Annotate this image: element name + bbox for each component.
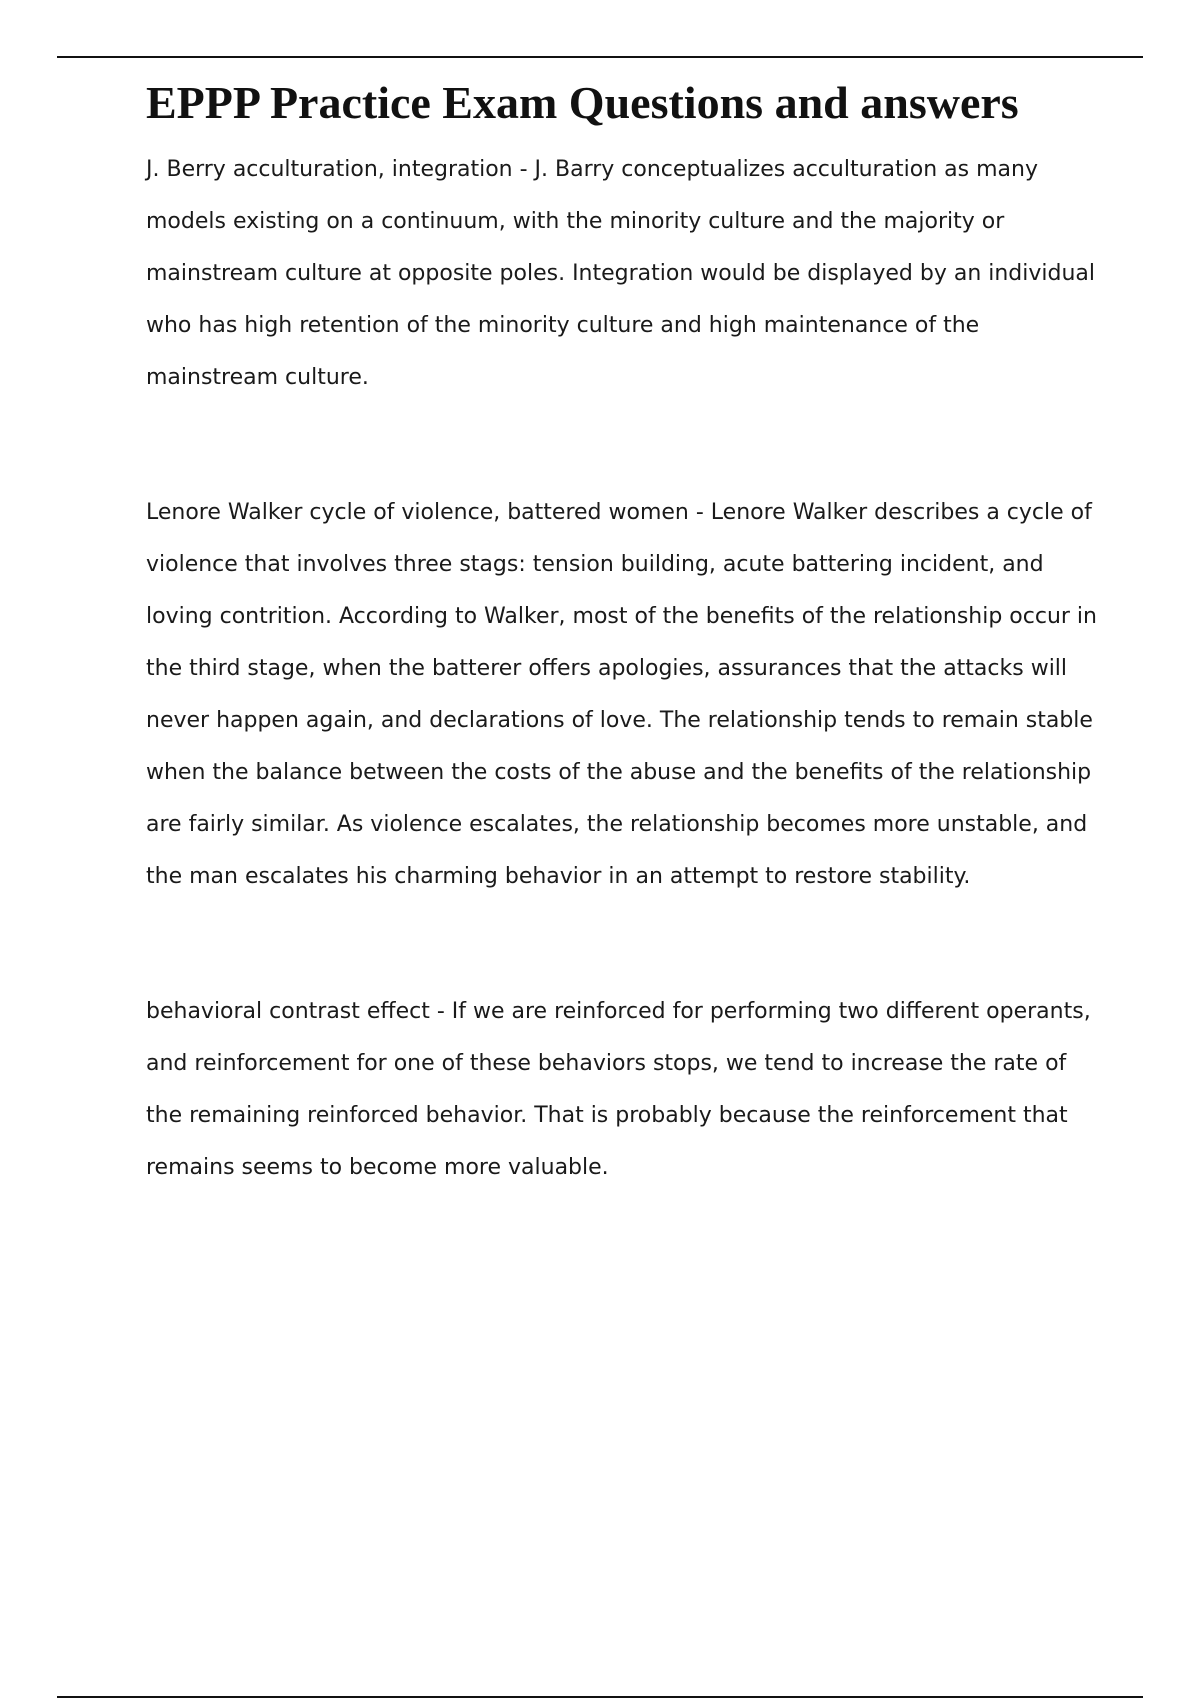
document-title: EPPP Practice Exam Questions and answers bbox=[146, 77, 1019, 128]
page-content bbox=[146, 70, 1106, 1194]
entry-behavioral-contrast: behavioral contrast effect - If we are reinforced for performing two different operants, and reinforcement for one of these behaviors stops, we tend to increase the rate of the remaining reinforced behavior. That is probably because the reinforcement that remains seems to become more valuable. bbox=[146, 999, 1091, 1180]
entry-walker-cycle-of-violence: Lenore Walker cycle of violence, battered women - Lenore Walker describes a cycle of violence that involves three stags: tension building, acute battering incident, and loving contrition. According to Walker, most of the benefits of the relationship occur in the third stage, when the batterer offers apologies, assurances that the attacks will never happen again, and declarations of love. The relationship tends to remain stable when the balance between the costs of the abuse and the benefits of the relationship are fairly similar. As violence escalates, the relationship becomes more unstable, and the man escalates his charming behavior in an attempt to restore stability. bbox=[146, 500, 1097, 889]
header-rule bbox=[57, 56, 1143, 58]
entry-berry-acculturation: J. Berry acculturation, integration - J. Barry conceptualizes acculturation as many models existing on a continuum, with the minority culture and the majority or mainstream culture at opposite poles. Integration would be displayed by an individual who has high retention of the minority culture and high maintenance of the mainstream culture. bbox=[146, 157, 1096, 390]
footer-rule bbox=[57, 1696, 1143, 1698]
